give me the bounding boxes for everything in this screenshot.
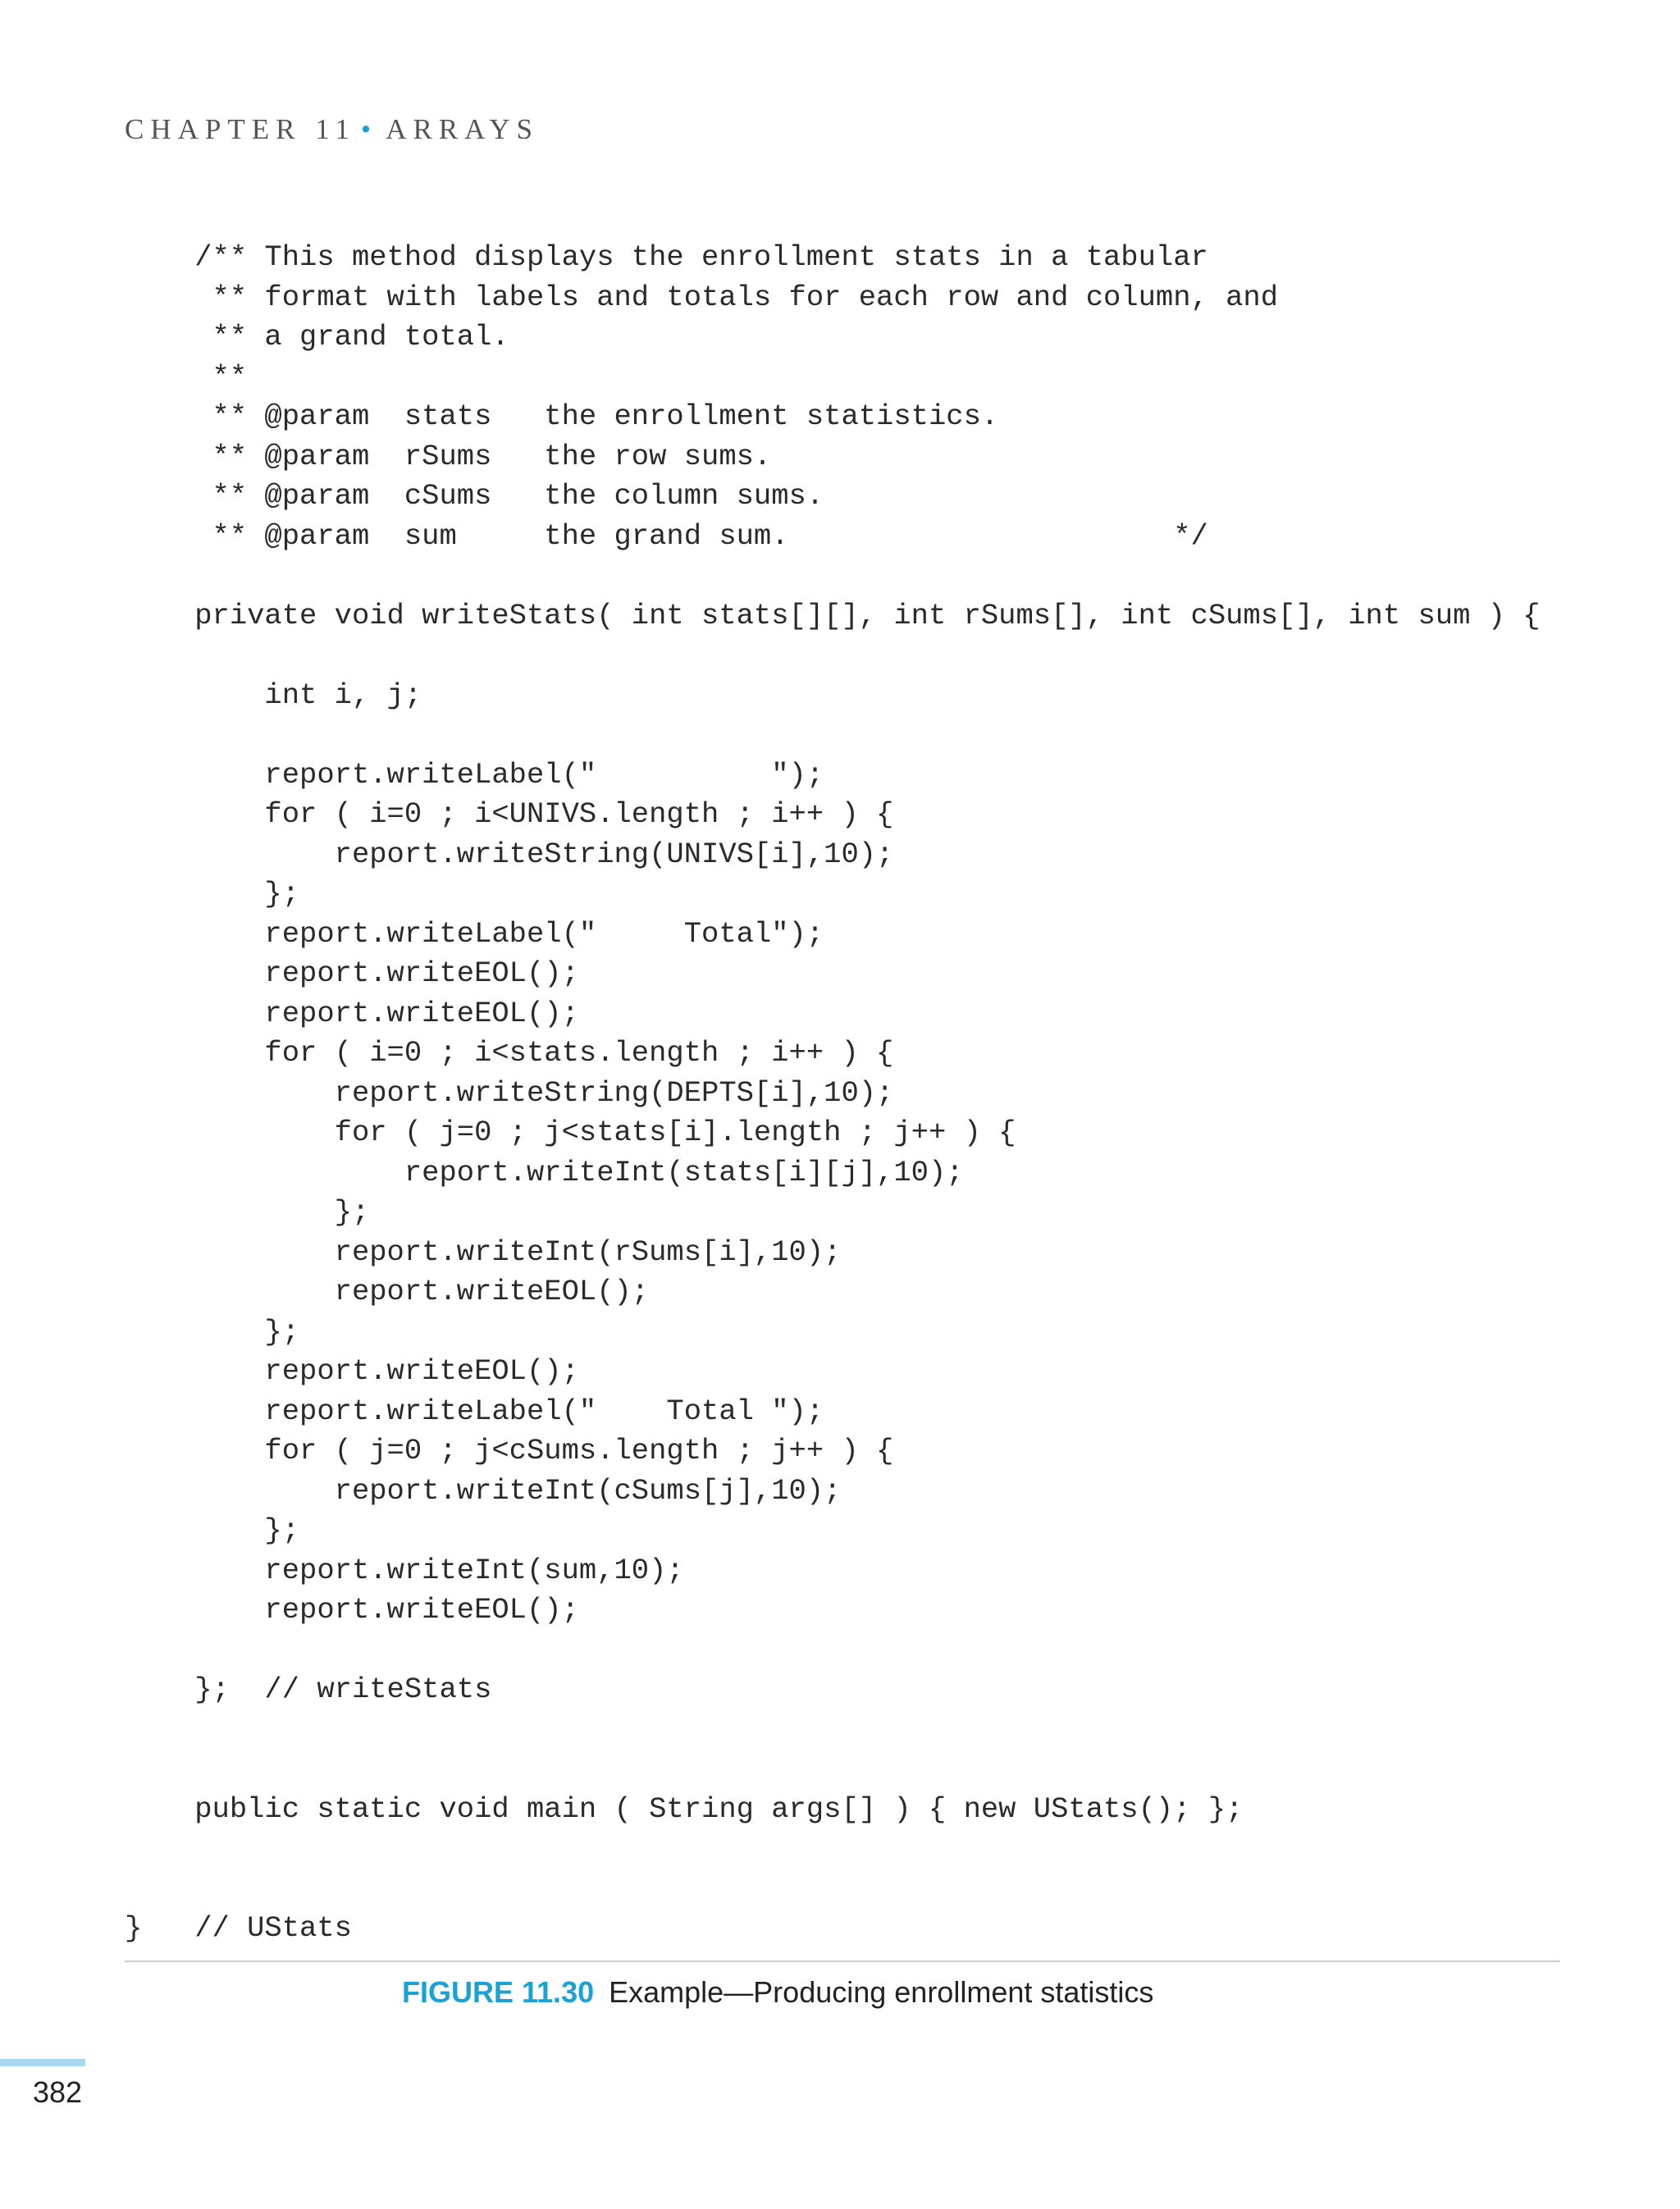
code-line: ** @param stats the enrollment statistics. xyxy=(125,399,999,433)
code-line xyxy=(125,1710,1541,1750)
code-line: report.writeInt(rSums[i],10); xyxy=(125,1235,842,1269)
code-line: }; xyxy=(125,1513,300,1547)
code-line: report.writeInt(sum,10); xyxy=(125,1553,684,1587)
code-line xyxy=(125,715,1541,755)
code-listing xyxy=(125,238,1541,1949)
code-line: report.writeEOL(); xyxy=(125,1354,579,1388)
figure-caption-text: Example—Producing enrollment statistics xyxy=(609,1975,1154,2009)
code-line: report.writeInt(cSums[j],10); xyxy=(125,1473,842,1508)
code-line: ** xyxy=(125,359,248,394)
code-line: } // UStats xyxy=(125,1911,352,1945)
figure-caption xyxy=(402,1975,1153,2010)
code-line: public static void main ( String args[] ) { new UStats(); }; xyxy=(125,1791,1244,1826)
code-line: report.writeEOL(); xyxy=(125,996,579,1030)
code-line: report.writeLabel(" Total "); xyxy=(125,1394,824,1428)
code-line: ** format with labels and totals for each row and column, and xyxy=(125,280,1279,314)
code-line: report.writeEOL(); xyxy=(125,1593,579,1627)
code-line: }; xyxy=(125,1314,300,1349)
header-separator: • xyxy=(360,113,372,145)
code-line xyxy=(125,1829,1541,1869)
section-label: ARRAYS xyxy=(386,113,539,145)
code-line: report.writeInt(stats[i][j],10); xyxy=(125,1155,964,1189)
chapter-label: CHAPTER 11 xyxy=(125,113,356,145)
code-line: /** This method displays the enrollment stats in a tabular xyxy=(125,240,1208,274)
code-line: report.writeEOL(); xyxy=(125,1275,650,1308)
page-number: 382 xyxy=(33,2075,83,2109)
code-line: }; xyxy=(125,877,300,911)
running-head xyxy=(125,113,539,146)
page-number-bar xyxy=(0,2059,85,2066)
code-line xyxy=(125,556,1541,596)
code-line: report.writeLabel(" "); xyxy=(125,757,824,792)
code-line: report.writeEOL(); xyxy=(125,956,579,990)
code-line: ** @param cSums the column sums. xyxy=(125,479,824,513)
code-line xyxy=(125,636,1541,676)
code-line: }; // writeStats xyxy=(125,1673,492,1706)
code-line xyxy=(125,1750,1541,1790)
figure-label: FIGURE 11.30 xyxy=(402,1975,595,2009)
code-line xyxy=(125,1631,1541,1671)
code-line xyxy=(125,1869,1541,1910)
code-line: ** @param rSums the row sums. xyxy=(125,439,772,473)
code-line: for ( j=0 ; j<stats[i].length ; j++ ) { xyxy=(125,1116,1016,1149)
code-line: private void writeStats( int stats[][], int rSums[], int cSums[], int sum ) { xyxy=(125,598,1541,632)
code-line: report.writeString(DEPTS[i],10); xyxy=(125,1075,894,1110)
code-line: int i, j; xyxy=(125,678,422,712)
code-line: for ( i=0 ; i<UNIVS.length ; i++ ) { xyxy=(125,797,894,831)
code-line: for ( j=0 ; j<cSums.length ; j++ ) { xyxy=(125,1434,894,1467)
code-line: report.writeLabel(" Total"); xyxy=(125,916,824,951)
code-line: for ( i=0 ; i<stats.length ; i++ ) { xyxy=(125,1036,894,1070)
code-line: ** a grand total. xyxy=(125,320,509,354)
caption-rule xyxy=(125,1960,1560,1962)
code-line: }; xyxy=(125,1195,370,1229)
code-line: report.writeString(UNIVS[i],10); xyxy=(125,837,894,871)
code-line: ** @param sum the grand sum. */ xyxy=(125,518,1208,553)
